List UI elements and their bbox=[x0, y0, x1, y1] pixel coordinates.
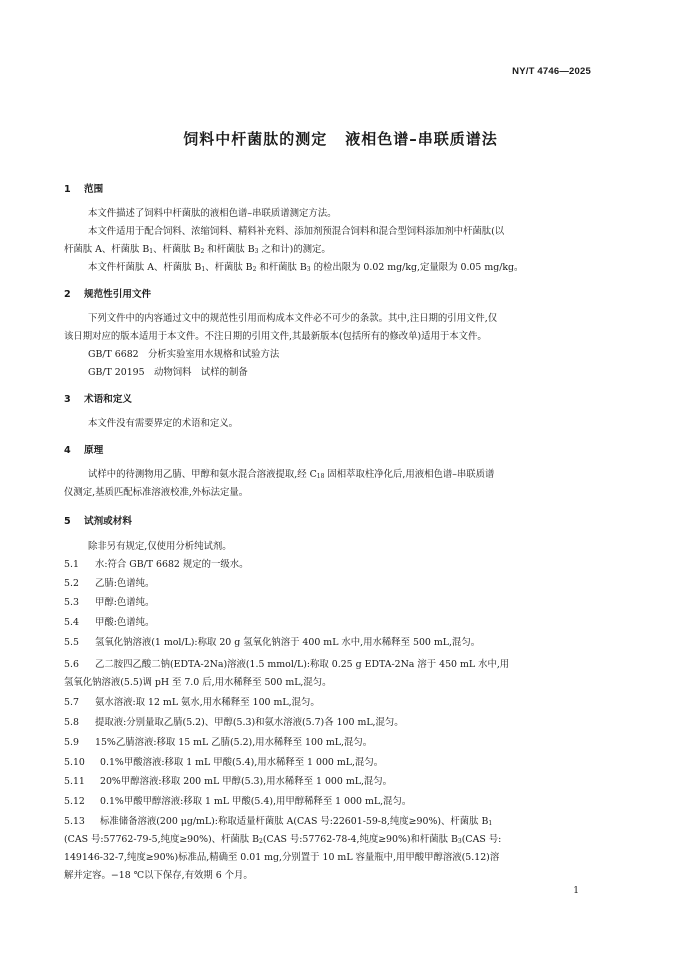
s4-line-1: 试样中的待测物用乙腈、甲醇和氨水混合溶液提取,经 $C_{18}$ 固相萃取柱净化后,用液相色谱–串联质谱 bbox=[88, 469, 495, 480]
list-item: 5.4 甲酸:色谱纯。 bbox=[64, 617, 155, 628]
document-title bbox=[0, 128, 681, 149]
reference-gbt-20195: GB/T 20195 动物饲料 试样的制备 bbox=[88, 367, 248, 378]
title-part2: 液相色谱–串联质谱法 bbox=[345, 130, 498, 148]
reference-gbt-6682: GB/T 6682 分析实验室用水规格和试验方法 bbox=[88, 349, 280, 360]
list-item-5-13-line-3: 149146-32-7,纯度≥90%)标准品,精确至 0.01 mg,分别置于 10 mL 容量瓶中,用甲酸甲醇溶液(5.12)溶 bbox=[64, 852, 500, 863]
title-part1: 饲料中杆菌肽的测定 bbox=[183, 130, 328, 148]
list-item: 5.9 15%乙腈溶液:移取 15 mL 乙腈(5.2),用水稀释至 100 mL,混匀。 bbox=[64, 737, 373, 748]
s1-line-2: 本文件适用于配合饲料、浓缩饲料、精料补充料、添加剂预混合饲料和混合型饲料添加剂中杆菌肽(以 bbox=[88, 226, 505, 237]
s5-intro: 除非另有规定,仅使用分析纯试剂。 bbox=[88, 541, 232, 552]
list-item: 5.12 0.1%甲酸甲醇溶液:移取 1 mL 甲酸(5.4),用甲醇稀释至 1 000 mL,混匀。 bbox=[64, 796, 412, 807]
list-item: 5.1 水:符合 GB/T 6682 规定的一级水。 bbox=[64, 559, 249, 570]
section-1-heading: 1 范围 bbox=[64, 184, 104, 195]
s4-line-2: 仪测定,基质匹配标准溶液校准,外标法定量。 bbox=[64, 487, 249, 498]
page-number: 1 bbox=[573, 886, 579, 896]
list-item: 5.8 提取液:分别量取乙腈(5.2)、甲醇(5.3)和氨水溶液(5.7)各 100 mL,混匀。 bbox=[64, 717, 404, 728]
s3-line-1: 本文件没有需要界定的术语和定义。 bbox=[88, 418, 239, 429]
section-5-heading: 5 试剂或材料 bbox=[64, 516, 132, 527]
section-4-heading: 4 原理 bbox=[64, 445, 104, 456]
s2-line-1: 下列文件中的内容通过文中的规范性引用而构成本文件必不可少的条款。其中,注日期的引用文件,仅 bbox=[88, 313, 498, 324]
standard-number: NY/T 4746—2025 bbox=[512, 66, 591, 77]
list-item: 5.7 氨水溶液:取 12 mL 氨水,用水稀释至 100 mL,混匀。 bbox=[64, 697, 320, 708]
list-item-5-13-line-4: 解并定容。−18 ℃以下保存,有效期 6 个月。 bbox=[64, 870, 253, 881]
list-item: 5.11 20%甲醇溶液:移取 200 mL 甲醇(5.3),用水稀释至 1 000 mL,混匀。 bbox=[64, 776, 393, 787]
list-item: 5.10 0.1%甲酸溶液:移取 1 mL 甲酸(5.4),用水稀释至 1 000 mL,混匀。 bbox=[64, 757, 384, 768]
list-item: 5.5 氢氧化钠溶液(1 mol/L):称取 20 g 氢氧化钠溶于 400 mL 水中,用水稀释至 500 mL,混匀。 bbox=[64, 637, 481, 648]
list-item: 5.2 乙腈:色谱纯。 bbox=[64, 578, 155, 589]
s1-line-3: 杆菌肽 A、杆菌肽 $B_1$、杆菌肽 $B_2$ 和杆菌肽 $B_3$ 之和计)的测定。 bbox=[64, 244, 331, 255]
s2-line-2: 该日期对应的版本适用于本文件。不注日期的引用文件,其最新版本(包括所有的修改单)适用于本文件。 bbox=[64, 331, 487, 342]
list-item: 5.3 甲醇:色谱纯。 bbox=[64, 597, 155, 608]
list-item: 5.6 乙二胺四乙酸二钠(EDTA-2Na)溶液(1.5 mmol/L):称取 0.25 g EDTA-2Na 溶于 450 mL 水中,用 bbox=[64, 659, 510, 670]
s1-line-1: 本文件描述了饲料中杆菌肽的液相色谱–串联质谱测定方法。 bbox=[88, 208, 337, 219]
list-item-5-13-line-2: (CAS 号:57762-79-5,纯度≥90%)、杆菌肽 $B_2(CAS$ 号:57762-78-4,纯度≥90%)和杆菌肽 $B_3(CAS$ 号: bbox=[64, 834, 502, 845]
section-3-heading: 3 术语和定义 bbox=[64, 394, 132, 405]
list-item-5-13: 5.13 标准储备溶液(200 μg/mL):称取适量杆菌肽 A(CAS 号:22601-59-8,纯度≥90%)、杆菌肽 $B_1$ bbox=[64, 816, 493, 827]
s1-line-4: 本文件杆菌肽 A、杆菌肽 $B_1$、杆菌肽 $B_2$ 和杆菌肽 $B_3$ 的检出限为 0.02 mg/kg,定量限为 0.05 mg/kg。 bbox=[88, 262, 524, 273]
list-item-continuation: 氢氧化钠溶液(5.5)调 pH 至 7.0 后,用水稀释至 500 mL,混匀。 bbox=[64, 677, 332, 688]
section-2-heading: 2 规范性引用文件 bbox=[64, 289, 152, 300]
